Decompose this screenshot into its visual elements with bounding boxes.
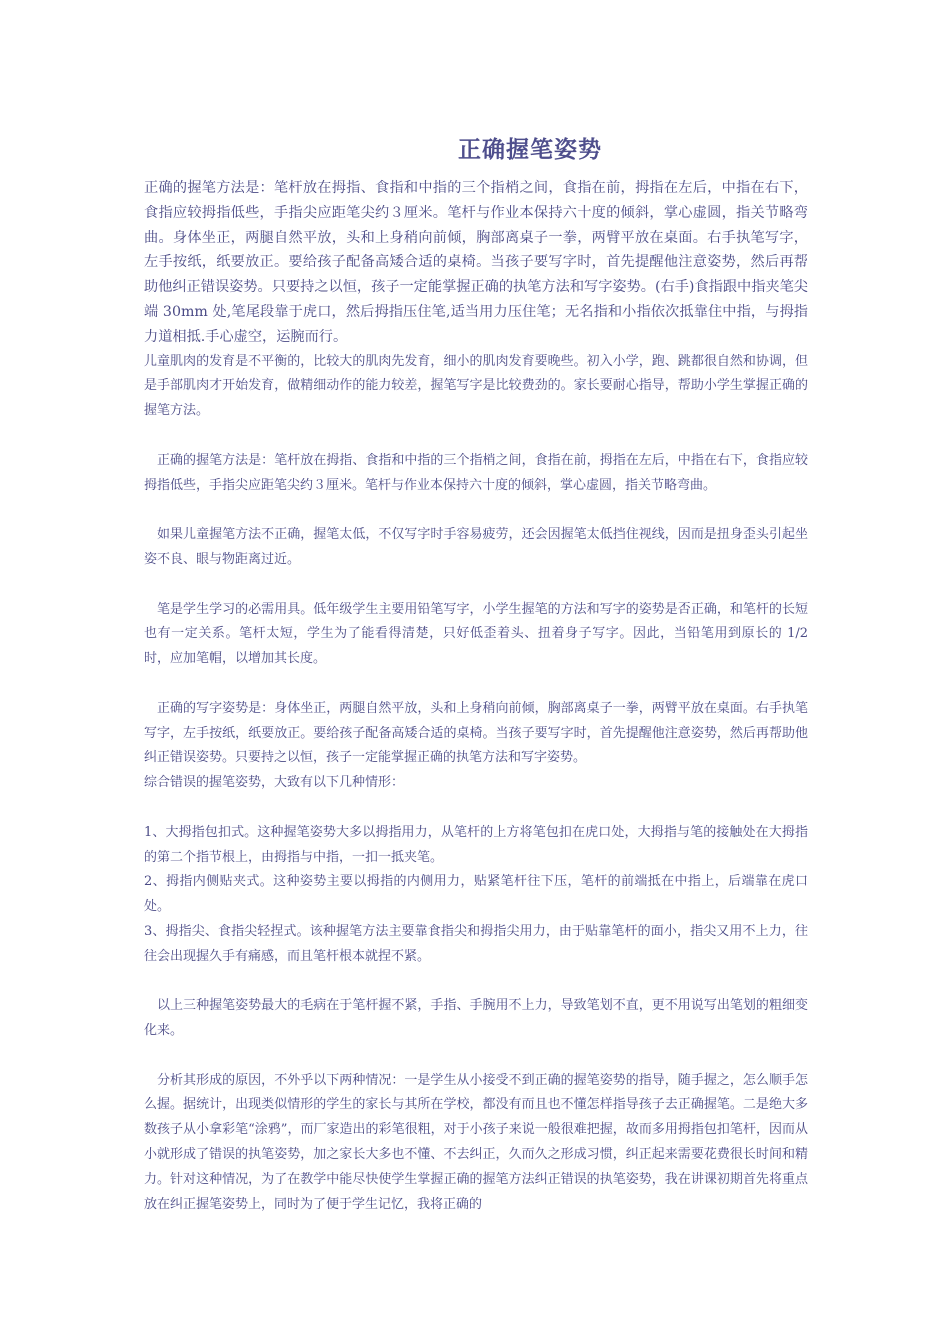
paragraph: 3、拇指尖、食指尖轻捏式。该种握笔方法主要靠食指尖和拇指尖用力，由于贴靠笔杆的面小，指尖又用不上力，往往会出现握久手有痛感，而且笔杆根本就捏不紧。	[144, 923, 808, 964]
paragraph-spacer	[144, 498, 808, 523]
document-title: 正确握笔姿势	[458, 137, 602, 163]
paragraph: 以上三种握笔姿势最大的毛病在于笔杆握不紧，手指、手腕用不上力，导致笔划不直，更不用说写出笔划的粗细变化来。	[144, 998, 808, 1039]
paragraph-spacer	[144, 1044, 808, 1069]
document-body	[144, 176, 808, 1217]
paragraph: 1、大拇指包扣式。这种握笔姿势大多以拇指用力，从笔杆的上方将笔包扣在虎口处，大拇指与笔的接触处在大拇指的第二个指节根上，由拇指与中指，一扣一抵夹笔。	[144, 824, 808, 865]
paragraph-spacer	[144, 672, 808, 697]
paragraph-spacer	[144, 796, 808, 821]
paragraph: 正确的写字姿势是：身体坐正，两腿自然平放，头和上身稍向前倾，胸部离桌子一拳，两臂平放在桌面。右手执笔写字，左手按纸，纸要放正。要给孩子配备高矮合适的桌椅。当孩子要写字时，首先提醒他注意姿势，然后再帮助他纠正错误姿势。只要持之以恒，孩子一定能掌握正确的执笔方法和写字姿势。	[144, 700, 808, 766]
paragraph: 如果儿童握笔方法不正确，握笔太低，不仅写字时手容易疲劳，还会因握笔太低挡住视线，因而是扭身歪头引起坐姿不良、眼与物距离过近。	[144, 527, 808, 567]
paragraph: 儿童肌肉的发育是不平衡的，比较大的肌肉先发育，细小的肌肉发育要晚些。初入小学，跑、跳都很自然和协调，但是手部肌肉才开始发育，做精细动作的能力较差，握笔写字是比较费劲的。家长要耐心指导，帮助小学生掌握正确的握笔方法。	[144, 353, 808, 419]
paragraph: 正确的握笔方法是：笔杆放在拇指、食指和中指的三个指梢之间，食指在前，拇指在左后，中指在右下，食指应较拇指低些，手指尖应距笔尖约３厘米。笔杆与作业本保持六十度的倾斜，掌心虚圆，指关节略弯曲。身体坐正，两腿自然平放，头和上身稍向前倾，胸部离桌子一拳，两臂平放在桌面。右手执笔写字，左手按纸，纸要放正。要给孩子配备高矮合适的桌椅。当孩子要写字时，首先提醒他注意姿势，然后再帮助他纠正错误姿势。只要持之以恒，孩子一定能掌握正确的执笔方法和写字姿势。(右手)食指跟中指夹笔尖端 30mm 处,笔尾段靠于虎口，然后拇指压住笔,适当用力压住笔；无名指和小指依次抵靠住中指，与拇指力道相抵.手心虚空，运腕而行。	[144, 180, 808, 345]
paragraph: 笔是学生学习的必需用具。低年级学生主要用铅笔写字，小学生握笔的方法和写字的姿势是否正确，和笔杆的长短也有一定关系。笔杆太短，学生为了能看得清楚，只好低歪着头、扭着身子写字。因此，当铅笔用到原长的 1/2 时，应加笔帽，以增加其长度。	[144, 601, 808, 667]
paragraph-spacer	[144, 424, 808, 449]
paragraph-spacer	[144, 573, 808, 598]
paragraph-spacer	[144, 970, 808, 995]
paragraph: 综合错误的握笔姿势，大致有以下几种情形：	[144, 775, 405, 791]
paragraph: 2、拇指内侧贴夹式。这种姿势主要以拇指的内侧用力，贴紧笔杆往下压，笔杆的前端抵在中指上，后端靠在虎口处。	[144, 874, 808, 915]
paragraph: 分析其形成的原因，不外乎以下两种情况：一是学生从小接受不到正确的握笔姿势的指导，随手握之，怎么顺手怎么握。据统计，出现类似情形的学生的家长与其所在学校，都没有而且也不懂怎样指导孩子去正确握笔。二是绝大多数孩子从小拿彩笔“涂鸦”，而厂家造出的彩笔很粗，对于小孩子来说一般很难把握，故而多用拇指包扣笔杆，因而从小就形成了错误的执笔姿势，加之家长大多也不懂、不去纠正，久而久之形成习惯，纠正起来需要花费很长时间和精力。针对这种情况，为了在教学中能尽快使学生掌握正确的握笔方法纠正错误的执笔姿势，我在讲课初期首先将重点放在纠正握笔姿势上，同时为了便于学生记忆，我将正确的	[144, 1072, 808, 1212]
paragraph: 正确的握笔方法是：笔杆放在拇指、食指和中指的三个指梢之间，食指在前，拇指在左后，中指在右下，食指应较拇指低些，手指尖应距笔尖约３厘米。笔杆与作业本保持六十度的倾斜，掌心虚圆，指关节略弯曲。	[144, 452, 808, 493]
